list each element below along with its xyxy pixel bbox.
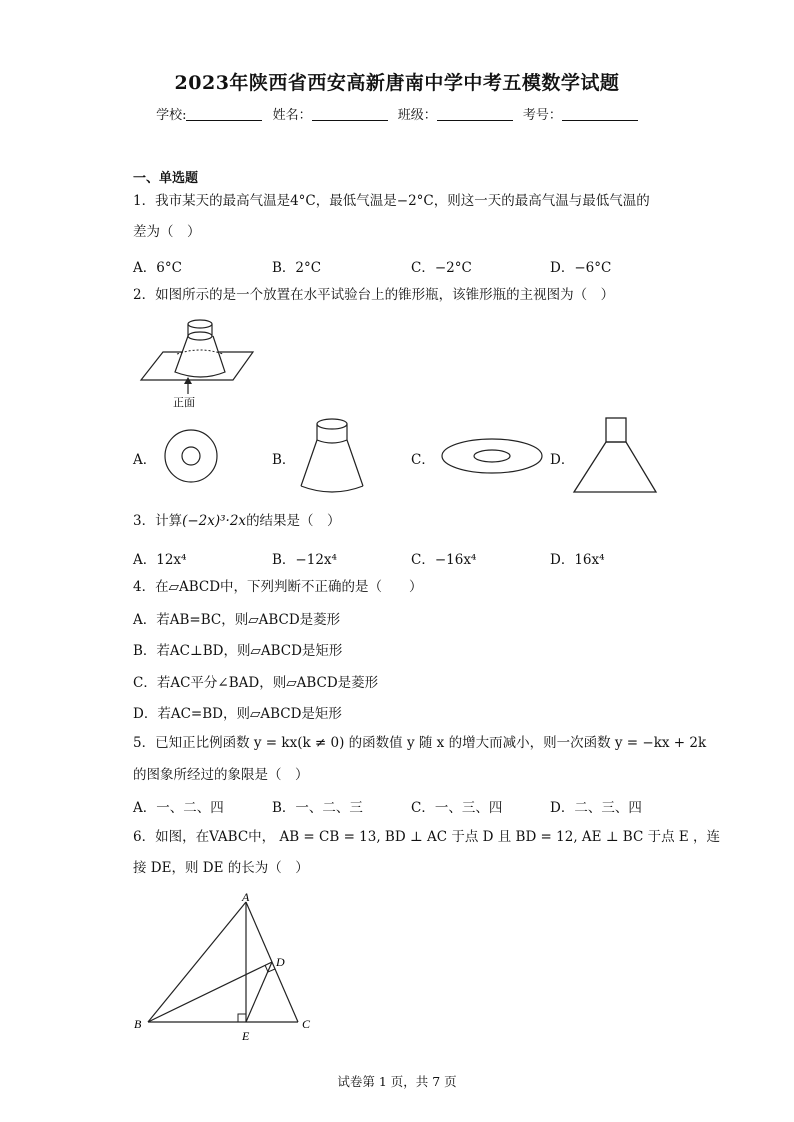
q5-option-c[interactable]: C．一、三、四 [411, 800, 503, 816]
q3-option-b[interactable]: B．−12x⁴ [272, 552, 337, 568]
q3-option-c[interactable]: C．−16x⁴ [411, 552, 477, 568]
q3-suffix: 的结果是（ ） [246, 513, 341, 529]
q4-option-c[interactable]: C．若AC平分∠BAD，则▱ABCD是菱形 [133, 675, 379, 691]
q1-option-c[interactable]: C．−2°C [411, 260, 472, 276]
page-footer: 试卷第 1 页，共 7 页 [337, 1074, 457, 1089]
q2-text: 2．如图所示的是一个放置在水平试验台上的锥形瓶，该锥形瓶的主视图为（ ） [133, 287, 615, 303]
flask-on-platform-figure [133, 314, 263, 409]
q2-option-c[interactable]: C． [411, 452, 435, 468]
q5-option-d[interactable]: D．二、三、四 [550, 800, 642, 816]
vertex-c-label: C [302, 1017, 311, 1031]
section-heading: 一、单选题 [133, 171, 199, 186]
page-title: 2023年陕西省西安高新唐南中学中考五模数学试题 [174, 72, 620, 94]
q1-text-line1: 1．我市某天的最高气温是4°C，最低气温是−2°C，则这一天的最高气温与最低气温的 [133, 193, 650, 209]
vertex-a-label: A [242, 890, 250, 904]
q5-text-line2: 的图象所经过的象限是（ ） [133, 767, 309, 783]
q6-text-line2: 接 DE，则 DE 的长为（ ） [133, 860, 309, 876]
name-label: 姓名： [272, 108, 312, 123]
option-d-trapezoid-drawing [570, 414, 662, 498]
name-field[interactable] [312, 108, 388, 121]
number-label: 考号： [522, 108, 562, 123]
number-field[interactable] [562, 108, 638, 121]
q1-text-line2: 差为（ ） [133, 224, 201, 240]
front-view-label: 正面 [173, 397, 195, 409]
q1-option-d[interactable]: D．−6°C [550, 260, 612, 276]
q3-prefix: 3．计算 [133, 513, 183, 529]
q6-text-line1: 6．如图，在VABC中， AB = CB = 13, BD ⊥ AC 于点 D 且 BD = 12, AE ⊥ BC 于点 E ，连 [133, 829, 721, 845]
q2-option-a[interactable]: A． [133, 452, 157, 468]
q5-option-a[interactable]: A．一、二、四 [133, 800, 224, 816]
option-b-flask-drawing [298, 412, 370, 498]
q4-text: 4．在▱ABCD中，下列判断不正确的是（ ） [133, 579, 423, 595]
school-label: 学校: [156, 108, 187, 123]
vertex-b-label: B [134, 1017, 142, 1031]
q5-text-line1: 5．已知正比例函数 y = kx(k ≠ 0) 的函数值 y 随 x 的增大而减小，则一次函数 y = −kx + 2k [133, 735, 707, 751]
q4-option-a[interactable]: A．若AB=BC，则▱ABCD是菱形 [133, 612, 341, 628]
class-label: 班级： [397, 108, 437, 123]
q3-text [133, 506, 341, 536]
q3-expression: (−2x)³·2x [182, 513, 247, 529]
option-c-ellipse-rings [440, 436, 546, 476]
q1-option-a[interactable]: A．6°C [133, 260, 182, 276]
q3-option-d[interactable]: D．16x⁴ [550, 552, 605, 568]
q4-option-d[interactable]: D．若AC=BD，则▱ABCD是矩形 [133, 706, 342, 722]
q1-option-b[interactable]: B．2°C [272, 260, 322, 276]
option-a-concentric-circles [160, 428, 224, 484]
q3-option-a[interactable]: A．12x⁴ [133, 552, 187, 568]
q2-option-d[interactable]: D． [550, 452, 575, 468]
student-info-line [0, 104, 794, 123]
triangle-abc-figure [130, 888, 330, 1048]
q4-option-b[interactable]: B．若AC⊥BD，则▱ABCD是矩形 [133, 643, 343, 659]
q5-option-b[interactable]: B．一、二、三 [272, 800, 363, 816]
class-field[interactable] [437, 108, 513, 121]
q2-option-b[interactable]: B． [272, 452, 296, 468]
point-d-label: D [276, 955, 285, 969]
school-field[interactable] [186, 108, 262, 121]
point-e-label: E [242, 1029, 250, 1043]
